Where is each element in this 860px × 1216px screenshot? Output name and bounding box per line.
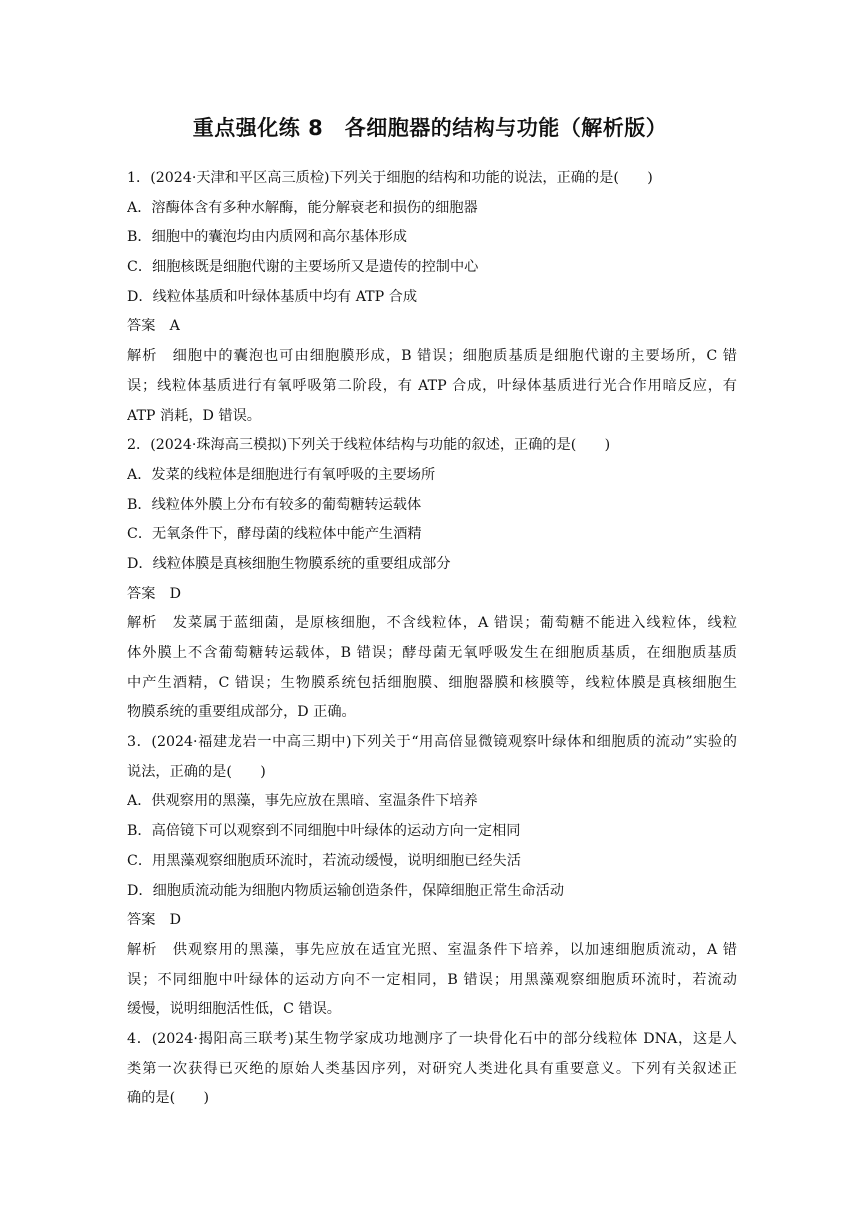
question-1-option-c: C．细胞核既是细胞代谢的主要场所又是遗传的控制中心	[127, 259, 479, 276]
question-3-stem: 说法，正确的是( )	[127, 763, 266, 780]
question-3-option-b: B．高倍镜下可以观察到不同细胞中叶绿体的运动方向一定相同	[127, 823, 521, 840]
question-1-answer: 答案 A	[127, 318, 180, 335]
question-2-explanation-line: 体外膜上不含葡萄糖转运载体，B 错误；酵母菌无氧呼吸发生在细胞质基质，在细胞质基质	[127, 645, 737, 661]
question-3-explanation-line: 解析 供观察用的黑藻，事先应放在适宜光照、室温条件下培养，以加速细胞质流动，A 错	[127, 941, 737, 958]
question-3-stem: 3．(2024·福建龙岩一中高三期中)下列关于“用高倍显微镜观察叶绿体和细胞质的流动”实验的	[127, 734, 737, 751]
question-2-option-a: A．发菜的线粒体是细胞进行有氧呼吸的主要场所	[127, 466, 436, 483]
question-2-answer: 答案 D	[127, 585, 181, 602]
question-1-stem: 1．(2024·天津和平区高三质检)下列关于细胞的结构和功能的说法，正确的是( )	[127, 170, 653, 186]
question-1-option-a: A．溶酶体含有多种水解酶，能分解衰老和损伤的细胞器	[127, 199, 478, 216]
question-1-explanation-line: 解析 细胞中的囊泡也可由细胞膜形成，B 错误；细胞质基质是细胞代谢的主要场所，C 错	[127, 348, 737, 365]
question-1-explanation-line: 误；线粒体基质进行有氧呼吸第二阶段，有 ATP 合成，叶绿体基质进行光合作用暗反应，有	[127, 377, 737, 394]
question-2-stem: 2．(2024·珠海高三模拟)下列关于线粒体结构与功能的叙述，正确的是( )	[127, 437, 611, 454]
question-3-explanation-line: 误；不同细胞中叶绿体的运动方向不一定相同，B 错误；用黑藻观察细胞质环流时，若流动	[127, 971, 737, 988]
question-2-explanation-line: 解析 发菜属于蓝细菌，是原核细胞，不含线粒体，A 错误；葡萄糖不能进入线粒体，线粒	[127, 615, 737, 632]
question-2-option-c: C．无氧条件下，酵母菌的线粒体中能产生酒精	[127, 526, 422, 543]
question-1-option-b: B．细胞中的囊泡均由内质网和高尔基体形成	[127, 229, 407, 246]
question-2-explanation-line: 中产生酒精，C 错误；生物膜系统包括细胞膜、细胞器膜和核膜等，线粒体膜是真核细胞生	[127, 674, 737, 691]
question-3-answer: 答案 D	[127, 912, 181, 929]
page-title: 重点强化练 8 各细胞器的结构与功能（解析版）	[192, 116, 668, 140]
question-1-explanation-line: ATP 消耗，D 错误。	[127, 407, 261, 424]
question-3-explanation-line: 缓慢，说明细胞活性低，C 错误。	[127, 1001, 341, 1018]
document-body	[127, 164, 737, 1114]
question-3-option-c: C．用黑藻观察细胞质环流时，若流动缓慢，说明细胞已经失活	[127, 852, 521, 869]
question-1-option-d: D．线粒体基质和叶绿体基质中均有 ATP 合成	[127, 288, 418, 305]
question-2-explanation-line: 物膜系统的重要组成部分，D 正确。	[127, 704, 356, 721]
question-3-option-a: A．供观察用的黑藻，事先应放在黑暗、室温条件下培养	[127, 793, 478, 810]
question-4-stem: 确的是( )	[127, 1090, 210, 1107]
question-2-option-b: B．线粒体外膜上分布有较多的葡萄糖转运载体	[127, 496, 422, 513]
question-4-stem: 类第一次获得已灭绝的原始人类基因序列，对研究人类进化具有重要意义。下列有关叙述正	[127, 1060, 737, 1077]
question-2-option-d: D．线粒体膜是真核细胞生物膜系统的重要组成部分	[127, 555, 451, 572]
question-3-option-d: D．细胞质流动能为细胞内物质运输创造条件，保障细胞正常生命活动	[127, 882, 565, 899]
question-4-stem: 4．(2024·揭阳高三联考)某生物学家成功地测序了一块骨化石中的部分线粒体 DNA，这是人	[127, 1030, 737, 1047]
